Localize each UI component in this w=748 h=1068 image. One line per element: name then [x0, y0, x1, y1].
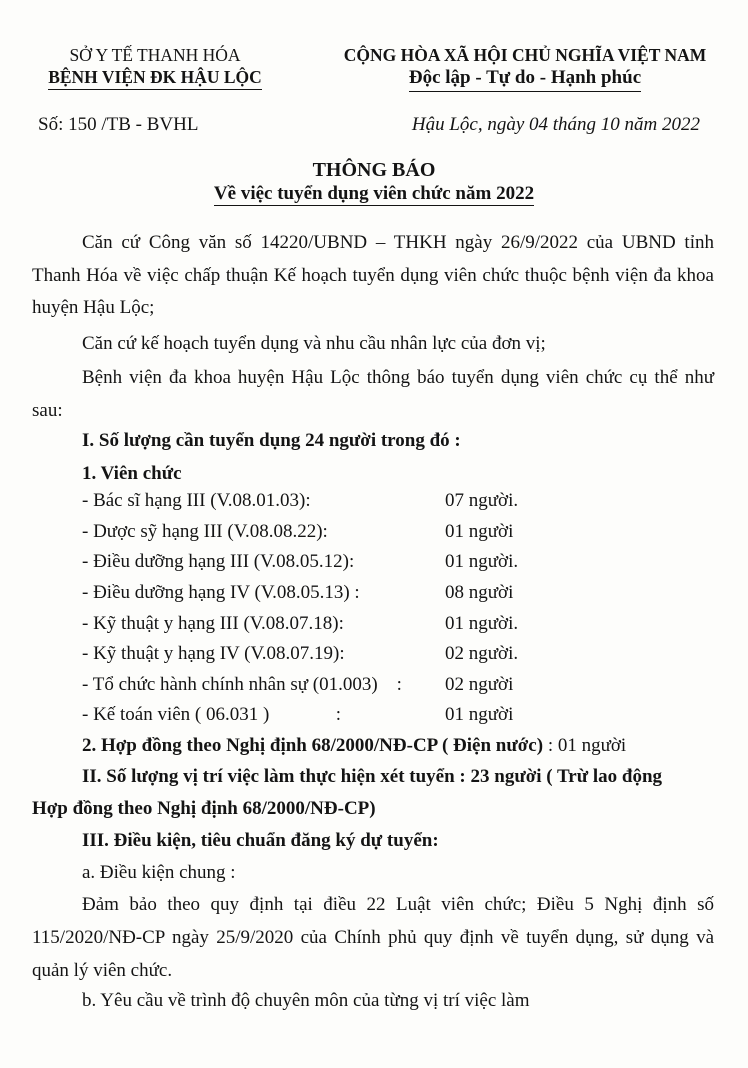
- national-motto: [325, 44, 725, 92]
- contract-count: : 01 người: [543, 735, 627, 756]
- section-3-b-heading: b. Yêu cầu về trình độ chuyên môn của từng vị trí việc làm: [82, 990, 530, 1011]
- section-2-line-2: Hợp đồng theo Nghị định 68/2000/NĐ-CP): [32, 798, 376, 819]
- position-name: - Điều dưỡng hạng IV (V.08.05.13) :: [82, 582, 360, 603]
- position-count: 01 người: [445, 704, 514, 725]
- position-count: 08 người: [445, 582, 514, 603]
- intro-paragraph-1: Căn cứ Công văn số 14220/UBND – THKH ngày 26/9/2022 của UBND tỉnh Thanh Hóa về việc chấp thuận Kế hoạch tuyển dụng viên chức thuộc bệnh viện đa khoa huyện Hậu Lộc;: [32, 232, 714, 318]
- country-name: CỘNG HÒA XÃ HỘI CHỦ NGHĨA VIỆT NAM: [343, 45, 707, 65]
- position-name: - Kỹ thuật y hạng III (V.08.07.18):: [82, 613, 344, 634]
- intro-paragraph-2: Căn cứ kế hoạch tuyển dụng và nhu cầu nhân lực của đơn vị;: [82, 333, 546, 354]
- position-count: 02 người: [445, 674, 514, 695]
- intro-paragraph-3: Bệnh viện đa khoa huyện Hậu Lộc thông báo tuyển dụng viên chức cụ thể như sau:: [32, 367, 714, 421]
- position-name: - Dược sỹ hạng III (V.08.08.22):: [82, 521, 328, 542]
- place-date: Hậu Lộc, ngày 04 tháng 10 năm 2022: [411, 114, 700, 135]
- section-1-sub-2: [82, 735, 626, 757]
- position-count: 01 người: [445, 521, 514, 542]
- position-count: 02 người.: [445, 643, 519, 664]
- department-name: SỞ Y TẾ THANH HÓA: [69, 45, 241, 65]
- document-subtitle: [0, 183, 748, 205]
- position-name: - Bác sĩ hạng III (V.08.01.03):: [82, 490, 311, 511]
- section-3-heading: III. Điều kiện, tiêu chuẩn đăng ký dự tuyển:: [82, 830, 439, 851]
- section-1-sub-1: 1. Viên chức: [82, 463, 182, 484]
- position-name: - Kế toán viên ( 06.031 ) :: [82, 704, 342, 725]
- position-name: - Điều dưỡng hạng III (V.08.05.12):: [82, 551, 355, 572]
- contract-label: 2. Hợp đồng theo Nghị định 68/2000/NĐ-CP ( Điện nước): [82, 735, 544, 756]
- motto: Độc lập - Tự do - Hạnh phúc: [409, 66, 641, 92]
- hospital-name: BỆNH VIỆN ĐK HẬU LỘC: [48, 66, 262, 90]
- position-count: 01 người.: [445, 613, 519, 634]
- section-1-heading: I. Số lượng cần tuyển dụng 24 người trong đó :: [82, 430, 461, 451]
- position-count: 01 người.: [445, 551, 519, 572]
- document-number: Số: 150 /TB - BVHL: [38, 114, 199, 135]
- position-name: - Kỹ thuật y hạng IV (V.08.07.19):: [82, 643, 345, 664]
- position-name: - Tổ chức hành chính nhân sự (01.003) :: [82, 674, 402, 695]
- section-2-line-1: II. Số lượng vị trí việc làm thực hiện xét tuyển : 23 người ( Trừ lao động: [82, 766, 663, 787]
- issuing-organization: [30, 44, 280, 90]
- document-title: THÔNG BÁO: [312, 159, 436, 181]
- subtitle-text: Về việc tuyển dụng viên chức năm 2022: [213, 183, 535, 204]
- section-3-a-heading: a. Điều kiện chung :: [82, 862, 236, 883]
- section-3-a-text: Đảm bảo theo quy định tại điều 22 Luật viên chức; Điều 5 Nghị định số 115/2020/NĐ-CP ngày 25/9/2020 của Chính phủ quy định về tuyển dụng, sử dụng và quản lý viên chức.: [32, 894, 714, 981]
- position-count: 07 người.: [445, 490, 519, 511]
